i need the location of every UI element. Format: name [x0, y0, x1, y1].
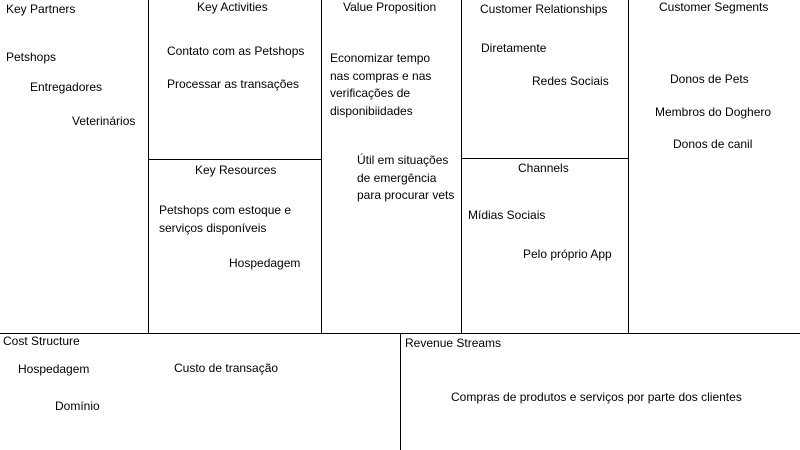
divider-partners-activities [148, 0, 149, 333]
customer-relationships-title: Customer Relationships [480, 2, 608, 16]
customer-segments-title: Customer Segments [659, 0, 769, 14]
customer-relationship-item: Diretamente [481, 41, 547, 55]
channels-title: Channels [518, 161, 569, 175]
divider-activities-resources [148, 159, 321, 160]
key-activity-item: Processar as transações [167, 77, 300, 91]
cost-item: Custo de transação [174, 361, 279, 375]
customer-segment-item: Membros do Doghero [655, 105, 772, 119]
value-proposition-title: Value Proposition [343, 0, 437, 14]
divider-relationships-segments [628, 0, 629, 333]
key-activities-title: Key Activities [197, 0, 268, 14]
divider-cost-revenue [400, 333, 401, 450]
divider-value-relationships [461, 0, 462, 333]
key-resource-item: Petshops com estoque e serviços disponíveis [159, 203, 292, 235]
key-partner-item: Veterinários [72, 114, 136, 128]
key-partner-item: Petshops [6, 50, 57, 64]
revenue-item: Compras de produtos e serviços por parte dos clientes [451, 390, 742, 404]
channel-item: Mídias Sociais [468, 208, 546, 222]
customer-relationship-item: Redes Sociais [532, 74, 609, 88]
key-resource-item: Hospedagem [229, 256, 301, 270]
revenue-streams-title: Revenue Streams [405, 336, 502, 350]
cost-item: Domínio [55, 399, 100, 413]
key-activity-item: Contato com as Petshops [167, 44, 305, 58]
channel-item: Pelo próprio App [523, 247, 612, 261]
key-partner-item: Entregadores [30, 80, 103, 94]
key-resources-title: Key Resources [195, 163, 277, 177]
divider-relationships-channels [461, 158, 628, 159]
customer-segment-item: Donos de canil [673, 137, 753, 151]
cost-item: Hospedagem [18, 362, 90, 376]
divider-activities-value [321, 0, 322, 333]
key-partners-title: Key Partners [6, 2, 76, 16]
cost-structure-title: Cost Structure [3, 334, 80, 348]
value-proposition-item: Útil em situações de emergência para procurar vets [357, 153, 455, 202]
customer-segment-item: Donos de Pets [670, 72, 749, 86]
value-proposition-item: Economizar tempo nas compras e nas verificações de disponibiidades [330, 51, 432, 118]
